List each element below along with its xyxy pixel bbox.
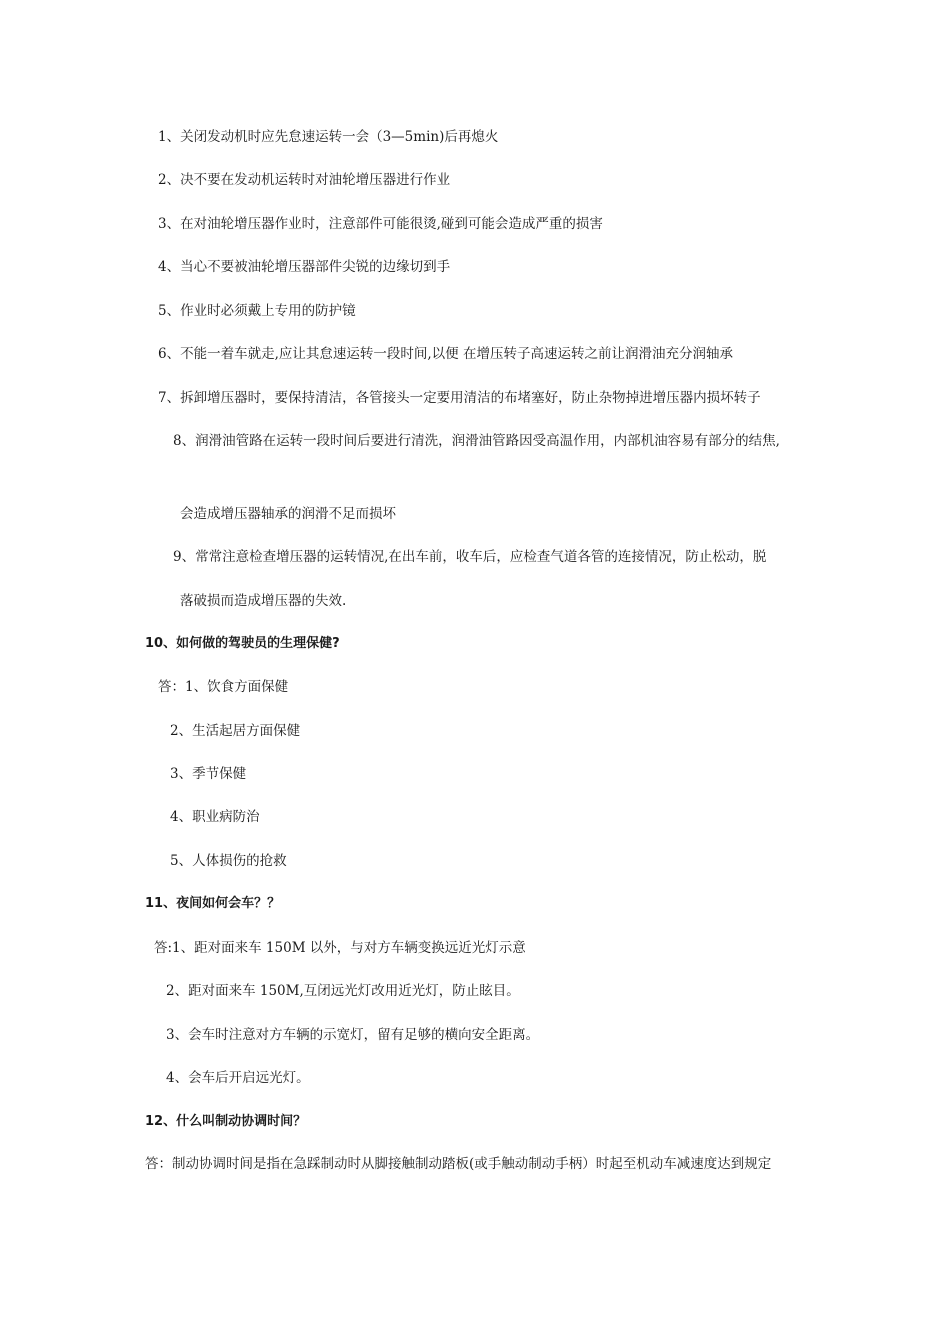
q11-answer-1: 答:1、距对面来车 150M 以外，与对方车辆变换远近光灯示意 <box>154 940 526 956</box>
turbo-item-3: 3、在对油轮增压器作业时，注意部件可能很烫,碰到可能会造成严重的损害 <box>158 216 603 232</box>
q10-answer-3: 3、季节保健 <box>170 766 247 782</box>
q10-answer-2: 2、生活起居方面保健 <box>170 723 301 739</box>
q10-answer-1: 答：1、饮食方面保健 <box>158 679 289 695</box>
q11-answer-4: 4、会车后开启远光灯。 <box>166 1070 310 1086</box>
q10-answer-5: 5、人体损伤的抢救 <box>170 853 287 869</box>
turbo-item-2: 2、决不要在发动机运转时对油轮增压器进行作业 <box>158 172 451 188</box>
turbo-item-7: 7、拆卸增压器时，要保持清洁，各管接头一定要用清洁的布堵塞好，防止杂物掉进增压器内损坏转子 <box>158 390 761 406</box>
q11-answer-2: 2、距对面来车 150M,互闭远光灯改用近光灯，防止眩目。 <box>166 983 520 999</box>
question-12-title: 12、什么叫制动协调时间？ <box>145 1114 307 1129</box>
turbo-item-5: 5、作业时必须戴上专用的防护镜 <box>158 303 356 319</box>
turbo-item-6: 6、不能一着车就走,应让其怠速运转一段时间,以便 在增压转子高速运转之前让润滑油充分润轴承 <box>158 346 733 362</box>
q10-answer-4: 4、职业病防治 <box>170 809 260 825</box>
turbo-item-4: 4、当心不要被油轮增压器部件尖锐的边缘切到手 <box>158 259 451 275</box>
turbo-item-9: 9、常常注意检查增压器的运转情况,在出车前，收车后，应检查气道各管的连接情况，防止松动，脱 <box>173 549 767 565</box>
turbo-item-9-continuation: 落破损而造成增压器的失效. <box>180 593 347 609</box>
turbo-item-1: 1、关闭发动机时应先怠速运转一会（3—5min)后再熄火 <box>158 129 499 145</box>
turbo-item-8: 8、润滑油管路在运转一段时间后要进行清洗，润滑油管路因受高温作用，内部机油容易有部分的结焦, <box>173 433 780 449</box>
turbo-item-8-continuation: 会造成增压器轴承的润滑不足而损坏 <box>180 506 396 522</box>
q11-answer-3: 3、会车时注意对方车辆的示宽灯，留有足够的横向安全距离。 <box>166 1027 540 1043</box>
question-10-title: 10、如何做的驾驶员的生理保健? <box>145 636 340 651</box>
question-11-title: 11、夜间如何会车？？ <box>145 896 281 911</box>
q12-answer: 答：制动协调时间是指在急踩制动时从脚接触制动踏板(或手触动制动手柄）时起至机动车减速度达到规定 <box>145 1156 772 1172</box>
